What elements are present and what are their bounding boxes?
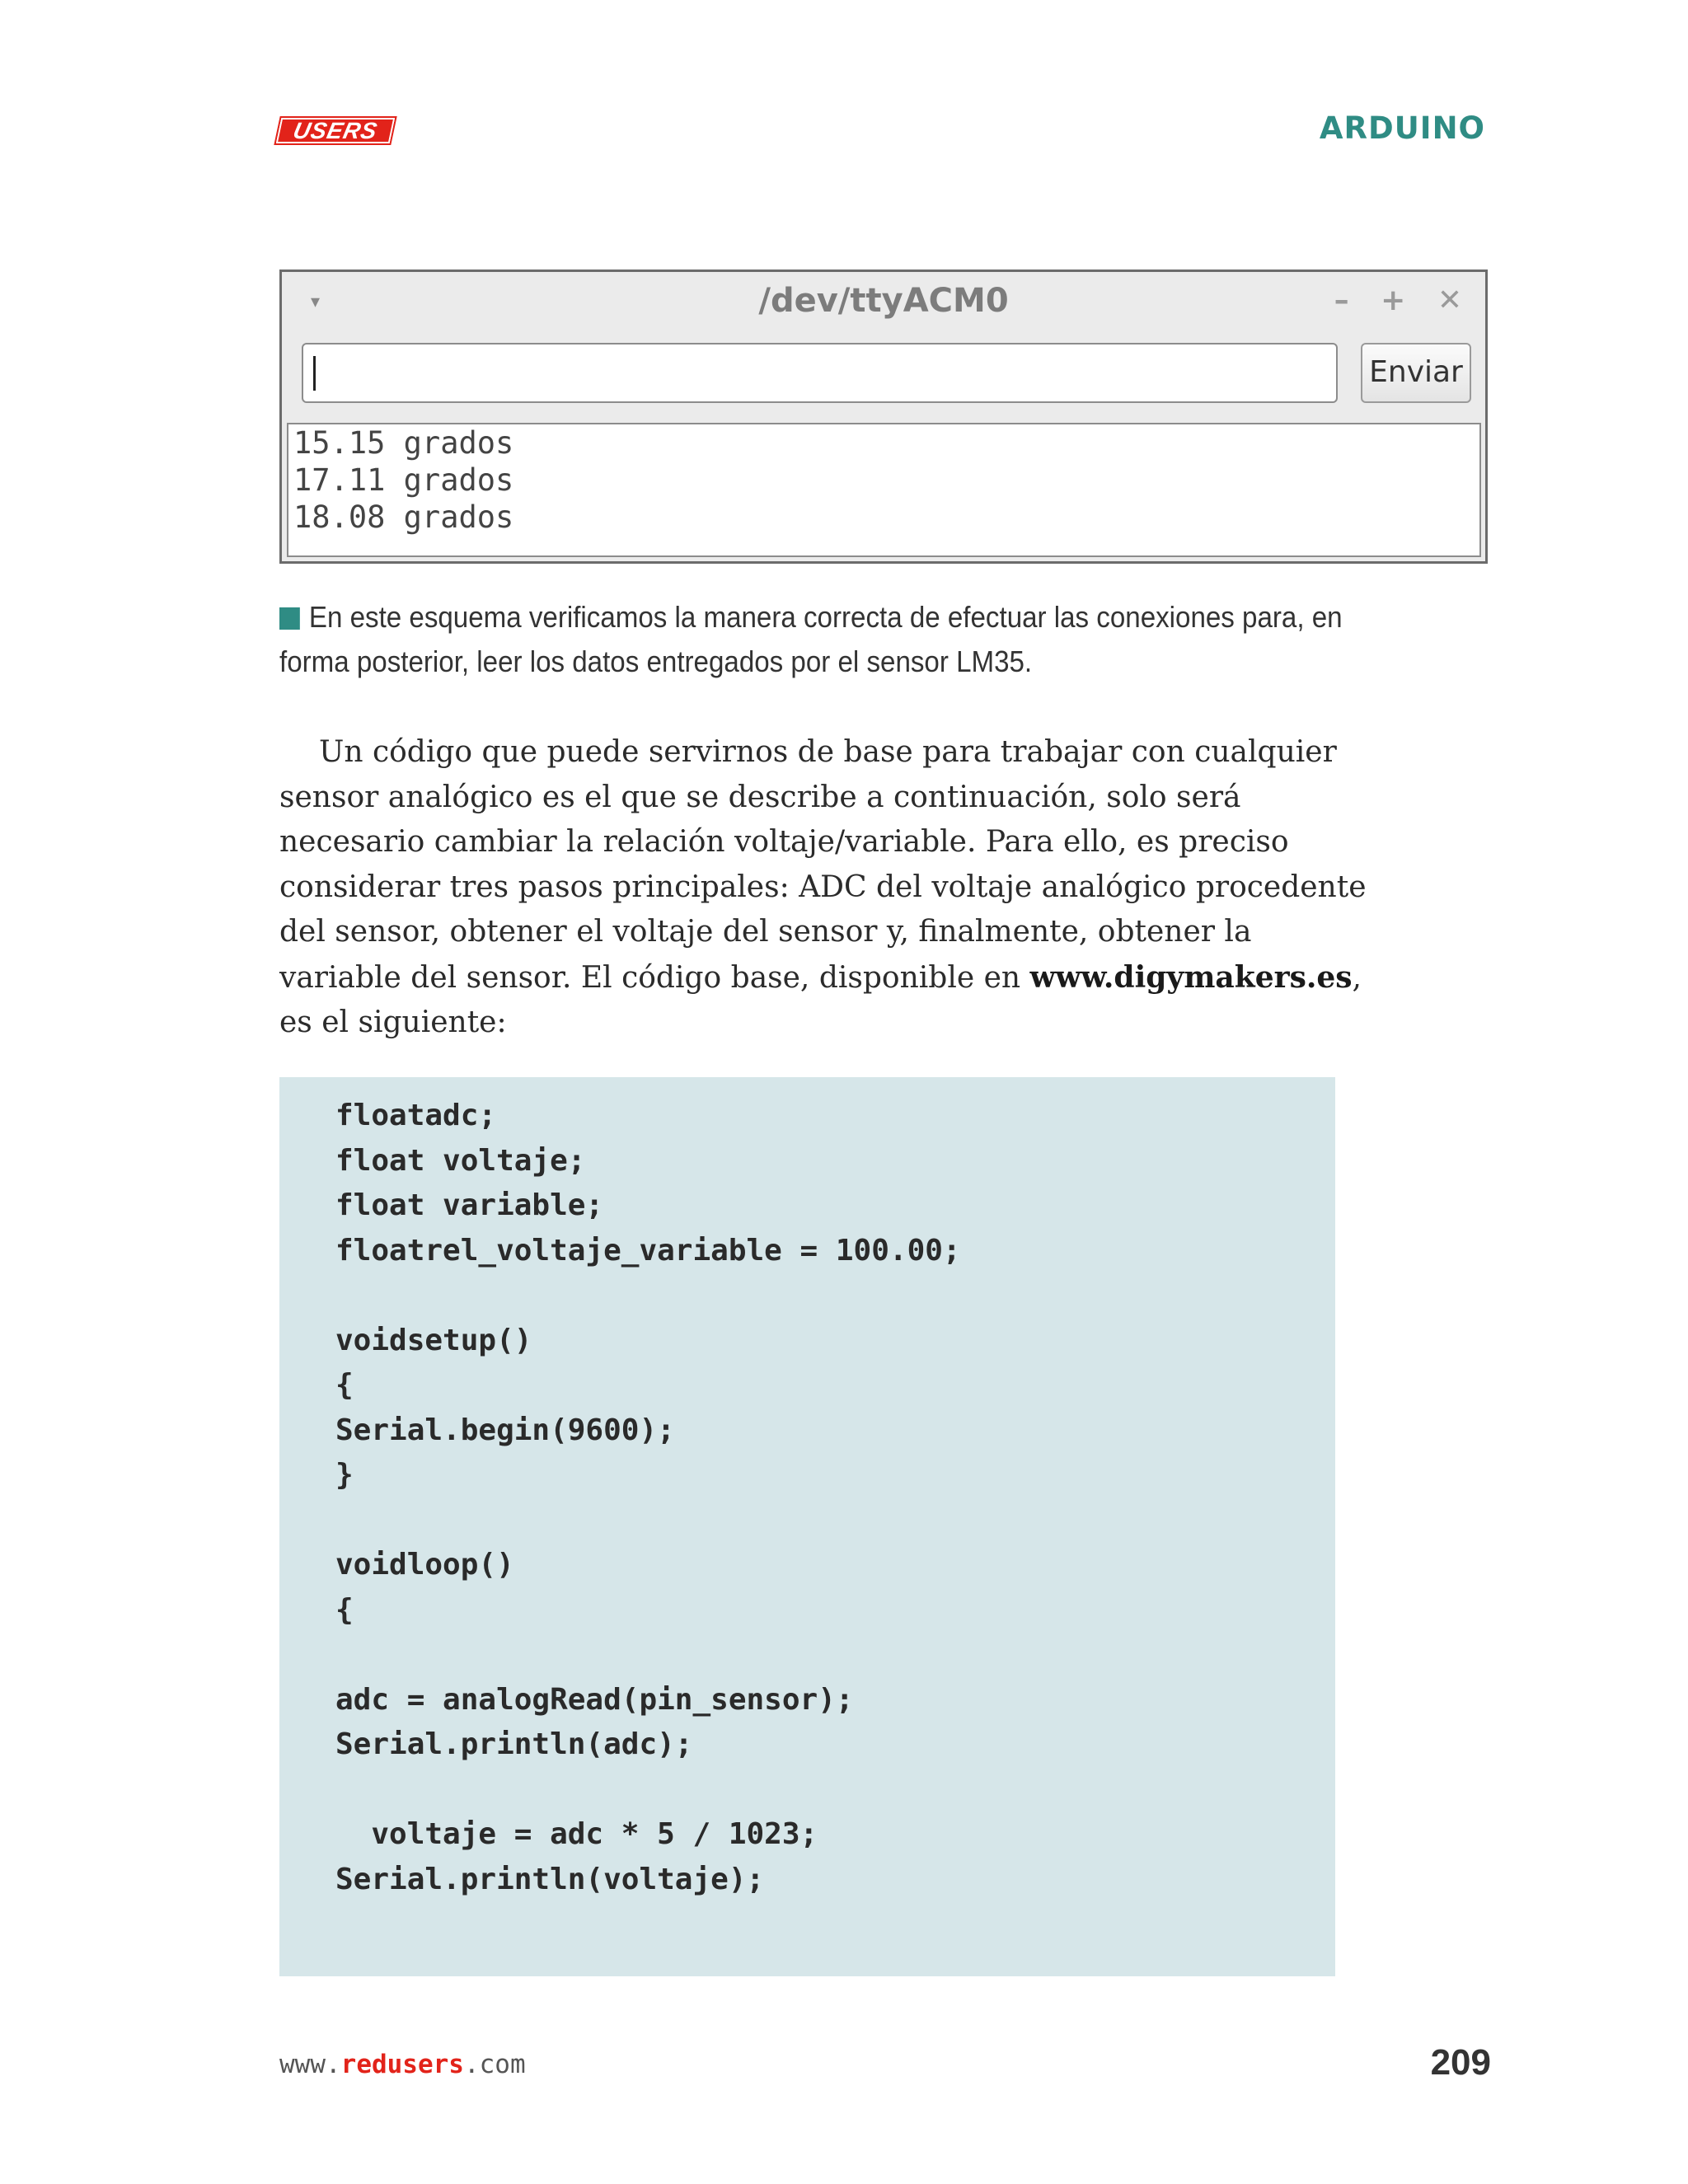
digymakers-link: www.digymakers.es [1029, 959, 1353, 995]
footer-url-suffix: .com [463, 2050, 526, 2079]
close-icon[interactable]: ✕ [1437, 284, 1462, 317]
send-button[interactable]: Enviar [1361, 343, 1471, 403]
code-line: } [335, 1458, 354, 1492]
paragraph-text: Un código que puede servirnos de base para trabajar con cualquier sensor analógico es el que se describe a continuación, solo será necesario cambiar la relación voltaje/variable. Para ello, es preciso considerar tres pasos principales: ADC del voltaje analógico procedente del sensor, obtener el voltaje del sensor y, finalmente, obtener la variable del sensor. El código base, disponible en [279, 735, 1367, 995]
paragraph-end: , es el siguiente: [279, 960, 1362, 1039]
page-number: 209 [1430, 2042, 1491, 2083]
serial-output[interactable] [287, 423, 1481, 557]
code-line: voidsetup() [335, 1323, 532, 1357]
output-line: 17.11 grados [293, 462, 514, 498]
window-controls [1313, 284, 1462, 317]
code-line [335, 1768, 1335, 1813]
output-line: 15.15 grados [293, 425, 514, 461]
body-paragraph [279, 730, 1376, 1046]
minimize-icon[interactable]: – [1334, 284, 1349, 317]
code-line [335, 1498, 1335, 1544]
code-line: float voltaje; [335, 1143, 586, 1178]
footer-url [279, 2050, 526, 2079]
code-line: voltaje = adc * 5 / 1023; [335, 1817, 818, 1851]
footer-url-prefix: www. [279, 2050, 341, 2079]
serial-input[interactable] [302, 343, 1338, 403]
code-line: voidloop() [335, 1548, 514, 1582]
code-line: floatadc; [335, 1099, 497, 1132]
caption-square-icon [279, 607, 300, 630]
caption-text: En este esquema verificamos la manera correcta de efectuar las conexiones para, en forma posterior, leer los datos entregados por el sensor LM35. [279, 600, 1343, 678]
maximize-icon[interactable]: + [1381, 284, 1406, 317]
section-title: ARDUINO [1319, 110, 1485, 146]
code-line: Serial.println(voltaje); [335, 1862, 765, 1896]
code-line: float variable; [335, 1188, 604, 1222]
users-logo: USERS [276, 118, 396, 143]
window-title: /dev/ttyACM0 [758, 282, 1009, 320]
code-line: floatrel_voltaje_variable = 100.00; [335, 1233, 961, 1268]
code-line: adc = analogRead(pin_sensor); [335, 1682, 854, 1717]
footer-url-brand: redusers [340, 2050, 464, 2079]
code-line: { [335, 1592, 354, 1627]
figure-caption [279, 595, 1402, 684]
code-line: { [335, 1368, 354, 1402]
code-line [335, 1273, 1335, 1319]
code-line [335, 1633, 1335, 1678]
output-line: 18.08 grados [293, 499, 514, 535]
serial-monitor-window [279, 269, 1488, 564]
code-line: Serial.begin(9600); [335, 1413, 675, 1447]
window-menu-icon[interactable]: ▾ [311, 292, 321, 312]
code-block [279, 1077, 1335, 1976]
text-caret [313, 356, 316, 391]
window-titlebar [282, 272, 1485, 338]
code-line: Serial.println(adc); [335, 1727, 693, 1761]
